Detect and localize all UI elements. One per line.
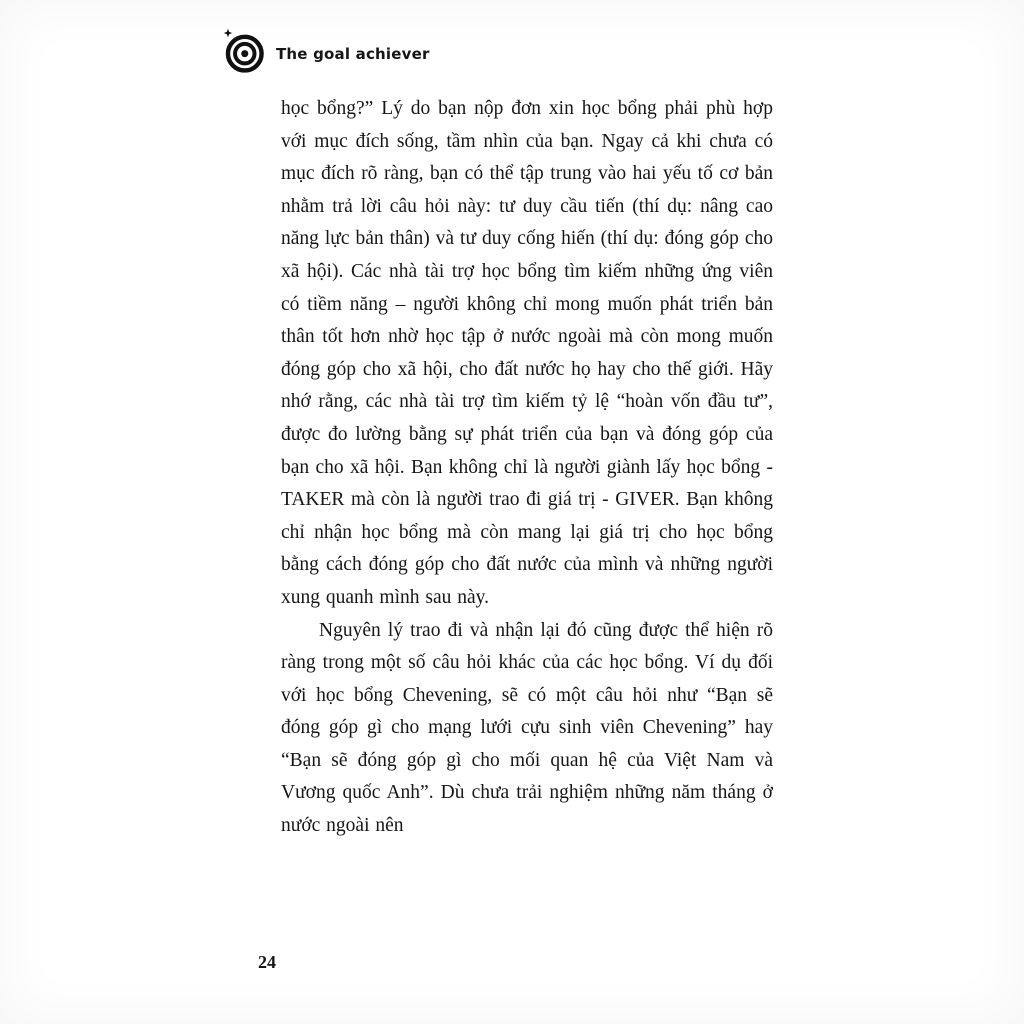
page-number: 24 <box>258 952 276 972</box>
paragraph: Nguyên lý trao đi và nhận lại đó cũng được thể hiện rõ ràng trong một số câu hỏi khác của các học bổng. Ví dụ đối với học bổng Chevening, sẽ có một câu hỏi như “Bạn sẽ đóng góp gì cho mạng lưới cựu sinh viên Chevening” hay “Bạn sẽ đóng góp gì cho mối quan hệ của Việt Nam và Vương quốc Anh”. Dù chưa trải nghiệm những năm tháng ở nước ngoài nên <box>281 619 773 837</box>
paragraph: học bổng?” Lý do bạn nộp đơn xin học bổng phải phù hợp với mục đích sống, tầm nhìn của bạn. Ngay cả khi chưa có mục đích rõ ràng, bạn có thể tập trung vào hai yếu tố cơ bản nhằm trả lời câu hỏi này: tư duy cầu tiến (thí dụ: nâng cao năng lực bản thân) và tư duy cống hiến (thí dụ: đóng góp cho xã hội). Các nhà tài trợ học bổng tìm kiếm những ứng viên có tiềm năng – người không chỉ mong muốn phát triển bản thân tốt hơn nhờ học tập ở nước ngoài mà còn mong muốn đóng góp cho xã hội, cho đất nước họ hay cho thế giới. Hãy nhớ rằng, các nhà tài trợ tìm kiếm tỷ lệ “hoàn vốn đầu tư”, được đo lường bằng sự phát triển của bạn và đóng góp của bạn cho xã hội. Bạn không chỉ là người giành lấy học bổng - TAKER mà còn là người trao đi giá trị - GIVER. Bạn không chỉ nhận học bổng mà còn mang lại giá trị cho học bổng bằng cách đóng góp cho đất nước của mình và những người xung quanh mình sau này. <box>281 98 773 608</box>
book-running-title: The goal achiever <box>276 45 430 63</box>
target-bullseye-icon <box>220 28 266 74</box>
body-text <box>281 93 773 843</box>
page-header <box>220 28 430 74</box>
